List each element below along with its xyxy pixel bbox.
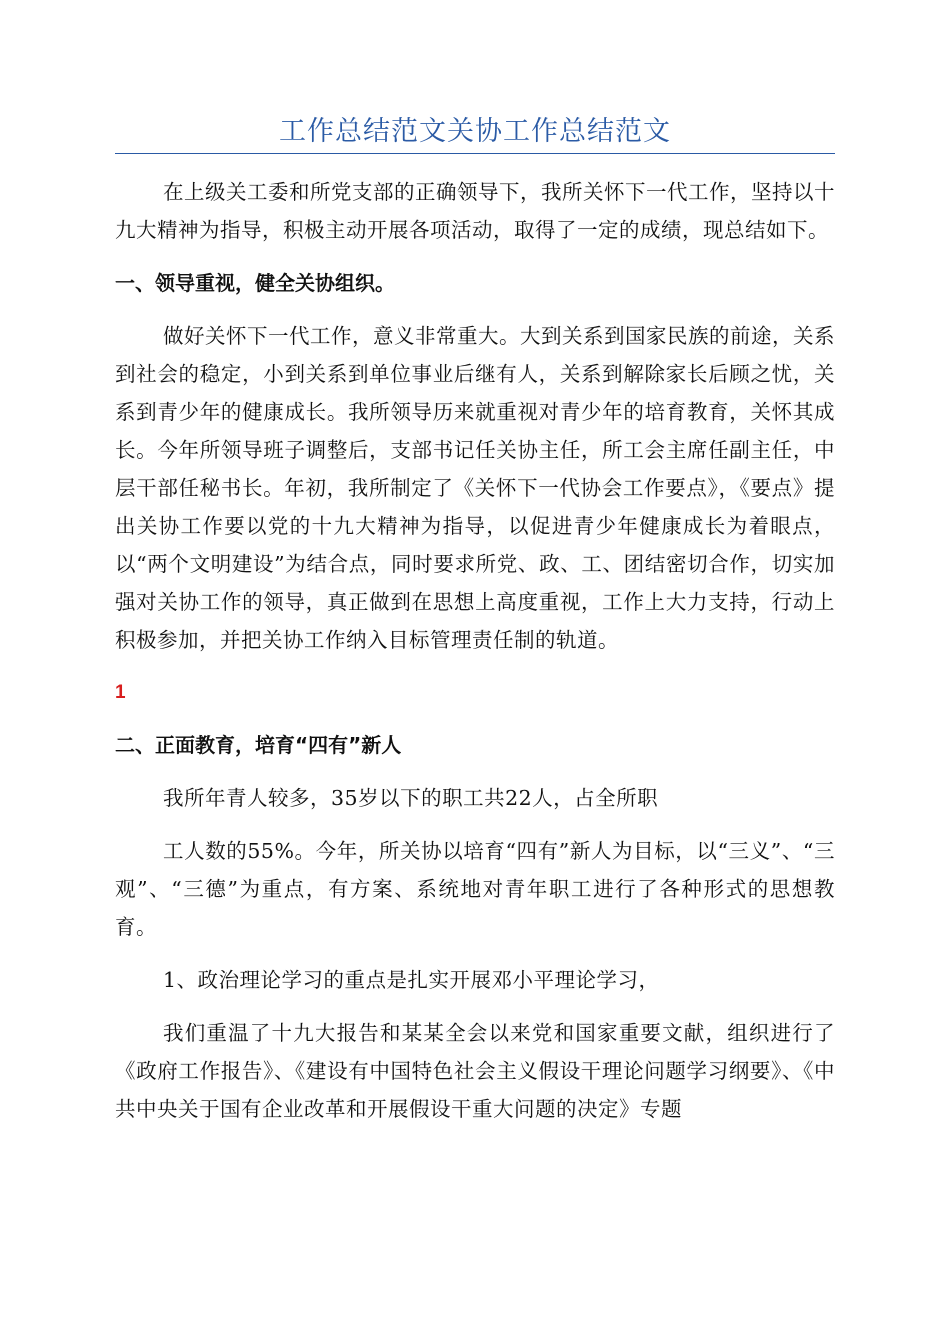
section2-paragraph-1: 我所年青人较多，35岁以下的职工共22人，占全所职 bbox=[163, 786, 659, 810]
title-underline bbox=[115, 153, 835, 154]
section1-heading: 一、领导重视，健全关协组织。 bbox=[115, 271, 395, 295]
section2-paragraph-3: 我们重温了十九大报告和某某全会以来党和国家重要文献，组织进行了《政府工作报告》、《建设有中国特色社会主义假设干理论问题学习纲要》、《中共中央关于国有企业改革和开展假设干重大问题的决定》专题 bbox=[115, 1021, 835, 1121]
section1-paragraph: 做好关怀下一代工作，意义非常重大。大到关系到国家民族的前途，关系到社会的稳定，小到关系到单位事业后继有人，关系到解除家长后顾之忧，关系到青少年的健康成长。我所领导历来就重视对青少年的培育教育，关怀其成长。今年所领导班子调整后，支部书记任关协主任，所工会主席任副主任，中层干部任秘书长。年初，我所制定了《关怀下一代协会工作要点》，《要点》提出关协工作要以党的十九大精神为指导，以促进青少年健康成长为着眼点，以“两个文明建设”为结合点，同时要求所党、政、工、团结密切合作，切实加强对关协工作的领导，真正做到在思想上高度重视，工作上大力支持，行动上积极参加，并把关协工作纳入目标管理责任制的轨道。 bbox=[115, 324, 835, 652]
section2-list-item-1: 1、政治理论学习的重点是扎实开展邓小平理论学习， bbox=[163, 968, 660, 992]
section2-heading: 二、正面教育，培育“四有”新人 bbox=[115, 733, 402, 757]
document-title: 工作总结范文关协工作总结范文 bbox=[279, 116, 671, 147]
section2-paragraph-2: 工人数的55%。今年，所关协以培育“四有”新人为目标，以“三义”、“三观”、“三德”为重点，有方案、系统地对青年职工进行了各种形式的思想教育。 bbox=[115, 839, 835, 939]
intro-paragraph: 在上级关工委和所党支部的正确领导下，我所关怀下一代工作，坚持以十九大精神为指导，积极主动开展各项活动，取得了一定的成绩，现总结如下。 bbox=[115, 180, 835, 242]
document-body bbox=[115, 173, 835, 1143]
page-number: 1 bbox=[115, 682, 126, 703]
